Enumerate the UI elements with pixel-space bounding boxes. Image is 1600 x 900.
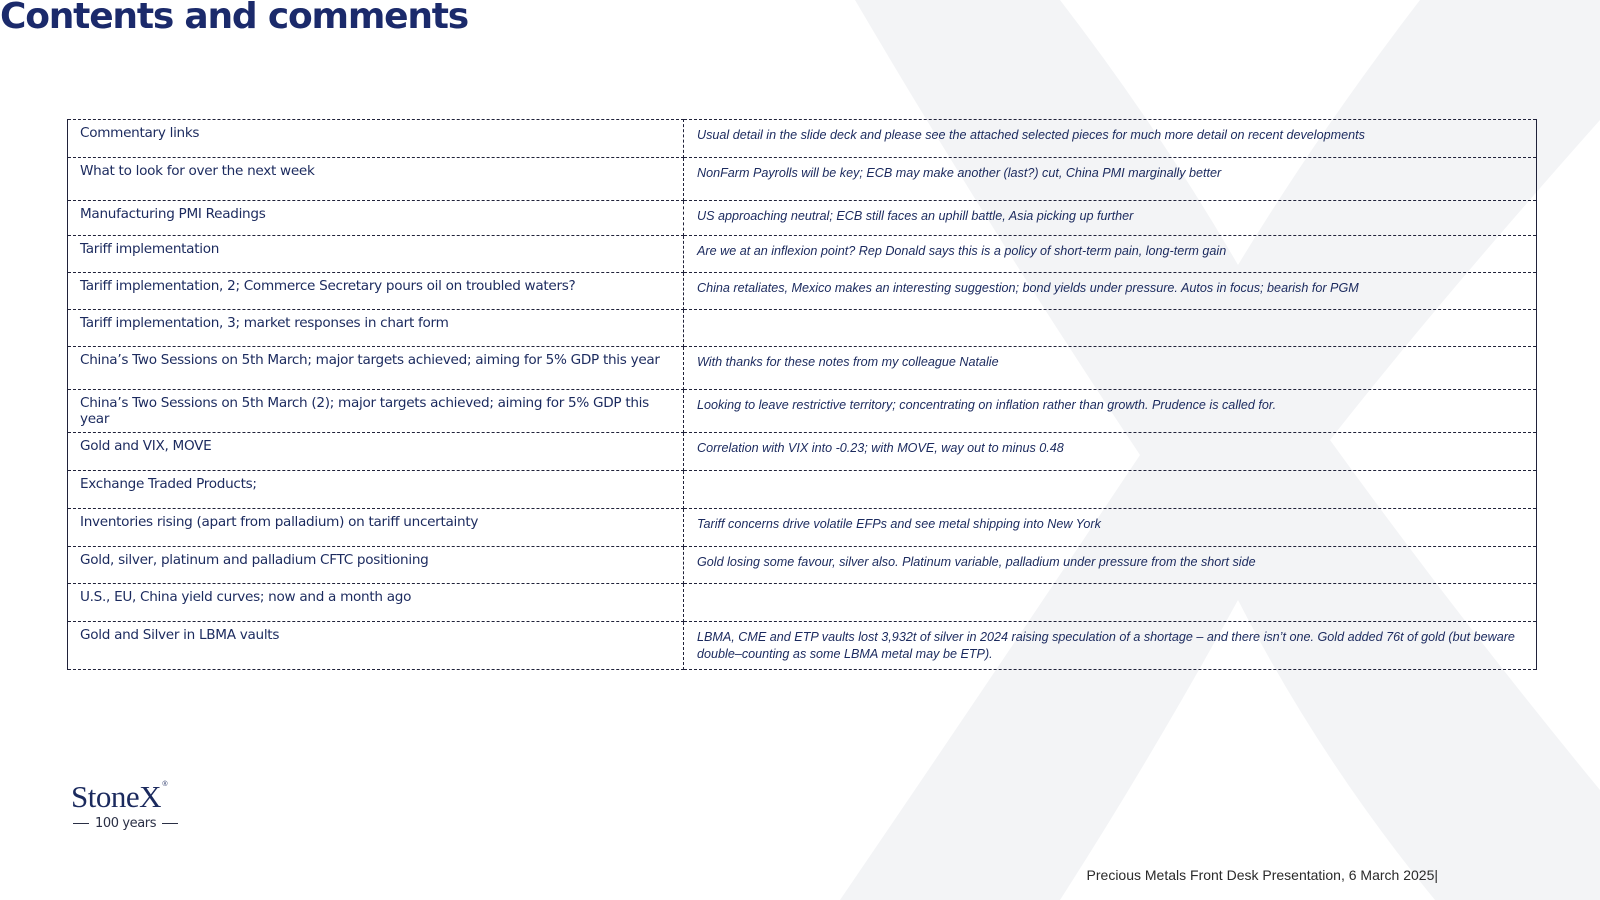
comment-cell: Tariff concerns drive volatile EFPs and see metal shipping into New York <box>684 509 1537 547</box>
topic-cell[interactable]: What to look for over the next week <box>68 158 684 201</box>
tagline-dash-right <box>162 823 178 824</box>
topic-cell[interactable]: Inventories rising (apart from palladium) on tariff uncertainty <box>68 509 684 547</box>
comment-cell: LBMA, CME and ETP vaults lost 3,932t of silver in 2024 raising speculation of a shortage – and there isn’t one. Gold added 76t of gold (but beware double–counting as some LBMA metal may be ETP). <box>684 622 1537 670</box>
logo-name: StoneX <box>71 779 161 814</box>
comment-cell <box>684 584 1537 622</box>
comment-cell: China retaliates, Mexico makes an interesting suggestion; bond yields under pressure. Autos in focus; bearish for PGM <box>684 273 1537 310</box>
comment-cell: US approaching neutral; ECB still faces an uphill battle, Asia picking up further <box>684 201 1537 236</box>
comment-cell: Are we at an inflexion point? Rep Donald says this is a policy of short-term pain, long-term gain <box>684 236 1537 273</box>
topic-cell[interactable]: Tariff implementation, 3; market responses in chart form <box>68 310 684 347</box>
table-row <box>68 433 1537 471</box>
table-row <box>68 201 1537 236</box>
tagline-dash-left <box>73 823 89 824</box>
topic-cell[interactable]: Gold and Silver in LBMA vaults <box>68 622 684 670</box>
table-row <box>68 509 1537 547</box>
comment-cell: Correlation with VIX into -0.23; with MOVE, way out to minus 0.48 <box>684 433 1537 471</box>
logo-tagline: 100 years <box>95 816 157 831</box>
topic-cell[interactable]: U.S., EU, China yield curves; now and a month ago <box>68 584 684 622</box>
table-row <box>68 390 1537 433</box>
page-title: Contents and comments <box>0 0 469 37</box>
comment-cell <box>684 471 1537 509</box>
table-row <box>68 273 1537 310</box>
contents-table <box>67 119 1537 670</box>
topic-cell[interactable]: Gold and VIX, MOVE <box>68 433 684 471</box>
table-row <box>68 158 1537 201</box>
logo-wordmark <box>71 779 167 814</box>
topic-cell[interactable]: Tariff implementation, 2; Commerce Secretary pours oil on troubled waters? <box>68 273 684 310</box>
table-row <box>68 236 1537 273</box>
topic-cell[interactable]: Commentary links <box>68 120 684 158</box>
table-row <box>68 347 1537 390</box>
comment-cell: Gold losing some favour, silver also. Platinum variable, palladium under pressure from the short side <box>684 547 1537 584</box>
stonex-logo <box>71 781 178 831</box>
table-row <box>68 310 1537 347</box>
topic-cell[interactable]: Gold, silver, platinum and palladium CFTC positioning <box>68 547 684 584</box>
logo-tagline-row <box>73 816 178 831</box>
topic-cell[interactable]: Tariff implementation <box>68 236 684 273</box>
topic-cell[interactable]: China’s Two Sessions on 5th March; major targets achieved; aiming for 5% GDP this year <box>68 347 684 390</box>
table-row <box>68 622 1537 670</box>
topic-cell[interactable]: Exchange Traded Products; <box>68 471 684 509</box>
comment-cell <box>684 310 1537 347</box>
table-row <box>68 471 1537 509</box>
table-row <box>68 120 1537 158</box>
topic-cell[interactable]: Manufacturing PMI Readings <box>68 201 684 236</box>
registered-mark: ® <box>162 781 167 788</box>
comment-cell: Looking to leave restrictive territory; concentrating on inflation rather than growth. Prudence is called for. <box>684 390 1537 433</box>
comment-cell: NonFarm Payrolls will be key; ECB may make another (last?) cut, China PMI marginally better <box>684 158 1537 201</box>
table-row <box>68 547 1537 584</box>
topic-cell[interactable]: China’s Two Sessions on 5th March (2); major targets achieved; aiming for 5% GDP this year <box>68 390 684 433</box>
table-row <box>68 584 1537 622</box>
footer-text: Precious Metals Front Desk Presentation, 6 March 2025| <box>1086 867 1438 883</box>
comment-cell: Usual detail in the slide deck and please see the attached selected pieces for much more detail on recent developments <box>684 120 1537 158</box>
comment-cell: With thanks for these notes from my colleague Natalie <box>684 347 1537 390</box>
